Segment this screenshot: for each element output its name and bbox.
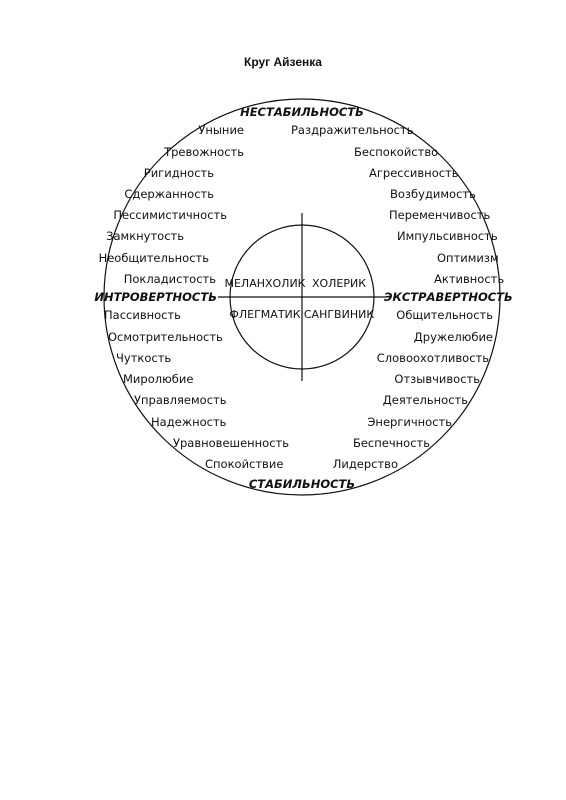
trait-label: Активность	[434, 272, 505, 286]
axis-label-top: НЕСТАБИЛЬНОСТЬ	[240, 105, 364, 119]
type-choleric: ХОЛЕРИК	[311, 277, 367, 290]
axis-label-left: ИНТРОВЕРТНОСТЬ	[94, 290, 217, 304]
trait-label: Агрессивность	[369, 166, 459, 180]
trait-label: Дружелюбие	[413, 330, 493, 344]
trait-label: Энергичность	[367, 415, 452, 429]
trait-label: Отзывчивость	[394, 372, 480, 386]
trait-label: Возбудимость	[390, 187, 476, 201]
trait-label: Уравновешенность	[173, 436, 290, 450]
trait-label: Пессимистичность	[113, 208, 227, 222]
trait-label: Сдержанность	[124, 187, 214, 201]
trait-label: Оптимизм	[437, 251, 499, 265]
trait-label: Чуткость	[116, 351, 172, 365]
trait-label: Беспечность	[352, 436, 430, 450]
trait-label: Надежность	[151, 415, 227, 429]
trait-label: Уныние	[198, 123, 244, 137]
trait-label: Пассивность	[104, 308, 181, 322]
trait-label: Импульсивность	[397, 229, 498, 243]
type-phlegmatic: ФЛЕГМАТИК	[229, 308, 301, 321]
trait-label: Покладистость	[123, 272, 216, 286]
page-title: Круг Айзенка	[244, 55, 322, 69]
type-melancholic: МЕЛАНХОЛИК	[224, 277, 306, 290]
trait-label: Лидерство	[332, 457, 398, 471]
trait-label: Необщительность	[98, 251, 209, 265]
axis-label-bottom: СТАБИЛЬНОСТЬ	[248, 477, 356, 491]
trait-label: Общительность	[396, 308, 493, 322]
trait-label: Деятельность	[382, 393, 468, 407]
trait-label: Миролюбие	[123, 372, 194, 386]
trait-label: Осмотрительность	[108, 330, 223, 344]
trait-label: Спокойствие	[205, 457, 284, 471]
axis-label-right: ЭКСТРАВЕРТНОСТЬ	[384, 290, 513, 304]
trait-label: Ригидность	[143, 166, 214, 180]
trait-label: Переменчивость	[389, 208, 491, 222]
type-sanguine: САНГВИНИК	[303, 308, 375, 321]
trait-label: Словоохотливость	[376, 351, 489, 365]
trait-label: Раздражительность	[291, 123, 414, 137]
trait-label: Беспокойство	[354, 145, 439, 159]
trait-label: Тревожность	[164, 145, 244, 159]
trait-label: Замкнутость	[106, 229, 184, 243]
trait-label: Управляемость	[134, 393, 227, 407]
